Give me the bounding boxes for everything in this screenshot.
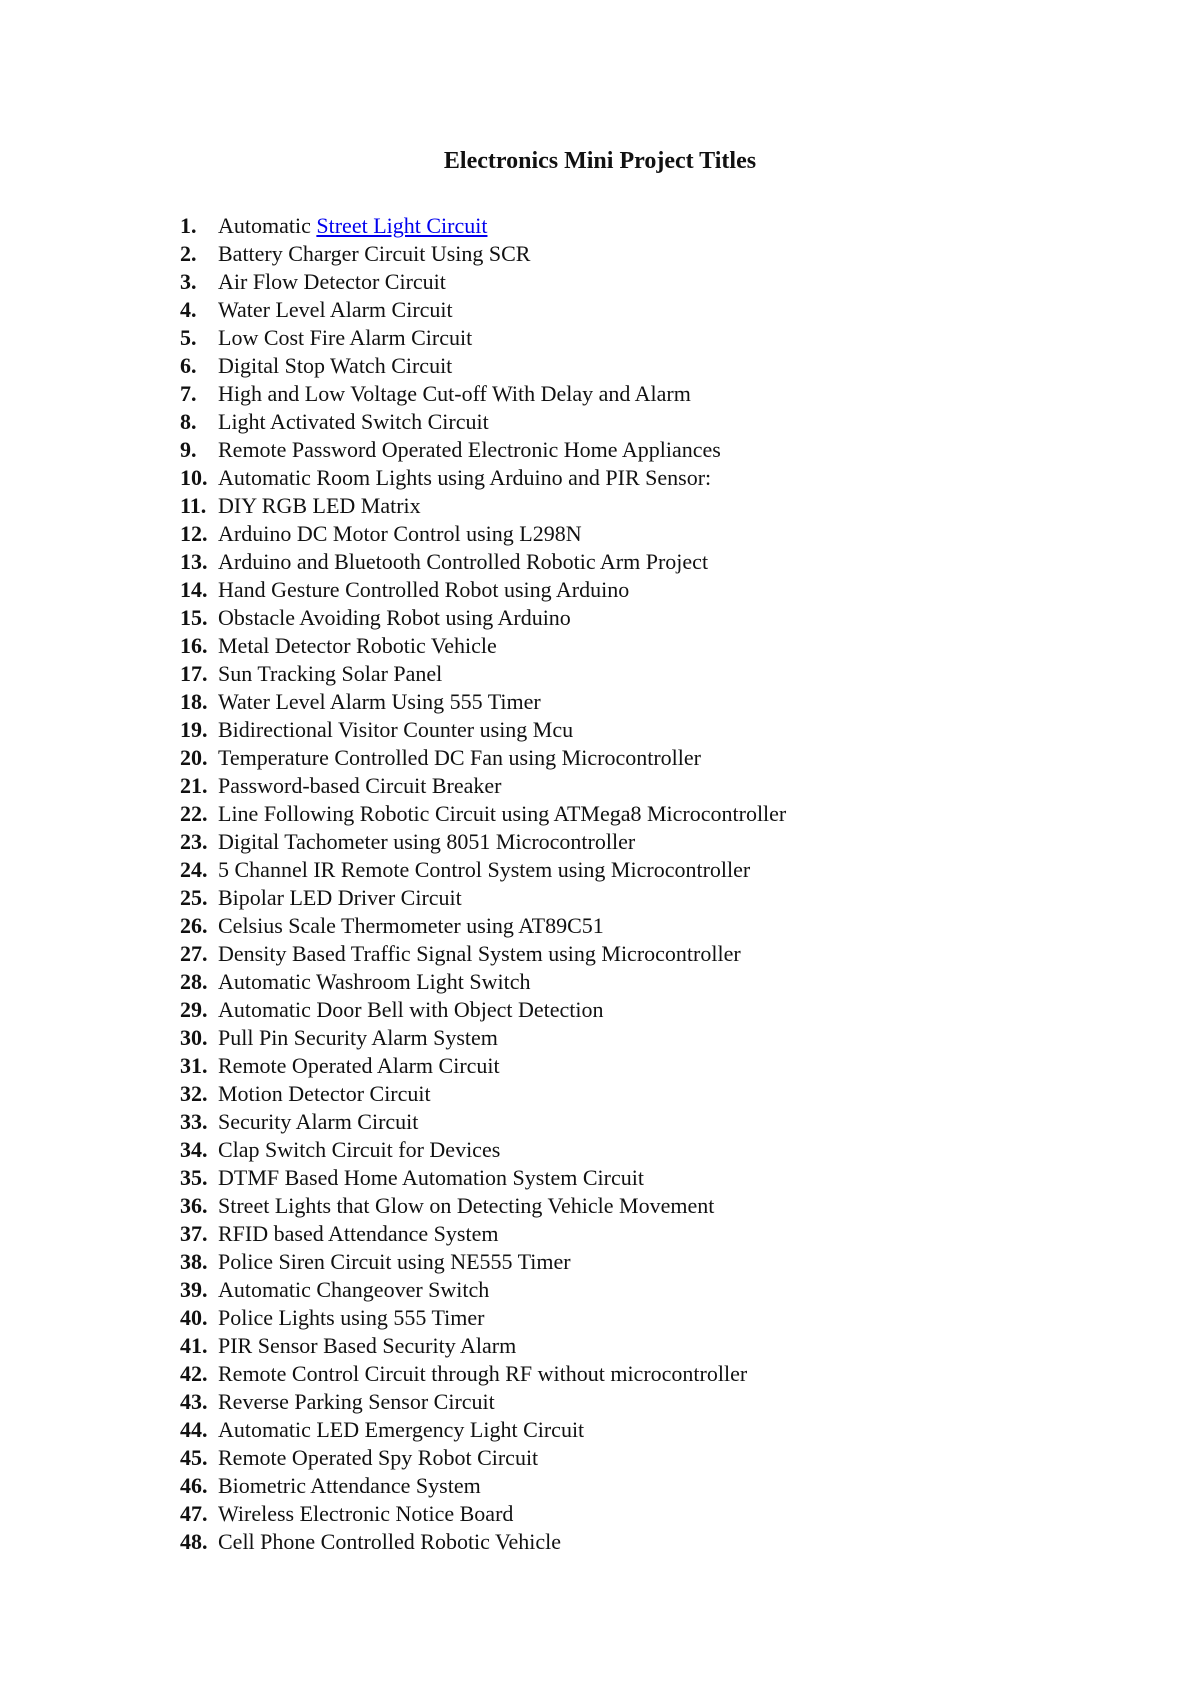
item-text: Biometric Attendance System: [218, 1473, 481, 1498]
item-number: 40.: [180, 1305, 208, 1330]
item-text: 5 Channel IR Remote Control System using Microcontroller: [218, 857, 751, 882]
item-number: 23.: [180, 829, 208, 854]
item-text: Battery Charger Circuit Using SCR: [218, 241, 531, 266]
item-number: 11.: [180, 493, 207, 518]
item-number: 30.: [180, 1025, 208, 1050]
item-number: 9.: [180, 437, 197, 462]
item-text: Password-based Circuit Breaker: [218, 773, 502, 798]
list-item: [180, 996, 786, 1024]
item-text: Sun Tracking Solar Panel: [218, 661, 443, 686]
item-number: 25.: [180, 885, 208, 910]
item-number: 15.: [180, 605, 208, 630]
item-number: 7.: [180, 381, 197, 406]
item-text: [218, 212, 487, 240]
list-item: [180, 884, 786, 912]
item-number: 32.: [180, 1081, 208, 1106]
list-item: [180, 940, 786, 968]
list-item: [180, 744, 786, 772]
list-item: [180, 1360, 786, 1388]
list-item: [180, 1108, 786, 1136]
list-item: [180, 464, 786, 492]
list-item: [180, 324, 786, 352]
item-number: 22.: [180, 801, 208, 826]
item-text: High and Low Voltage Cut-off With Delay and Alarm: [218, 381, 691, 406]
list-item: [180, 1192, 786, 1220]
item-number: 31.: [180, 1053, 208, 1078]
list-item: [180, 800, 786, 828]
list-item: [180, 1052, 786, 1080]
list-item: [180, 1024, 786, 1052]
list-item: [180, 240, 786, 268]
item-number: 38.: [180, 1249, 208, 1274]
item-text: Digital Stop Watch Circuit: [218, 353, 453, 378]
list-item: [180, 1332, 786, 1360]
item-number: 37.: [180, 1221, 208, 1246]
list-item: [180, 1136, 786, 1164]
item-text: Hand Gesture Controlled Robot using Arduino: [218, 577, 630, 602]
item-number: 26.: [180, 913, 208, 938]
list-item: [180, 912, 786, 940]
list-item: [180, 660, 786, 688]
item-text: Celsius Scale Thermometer using AT89C51: [218, 913, 604, 938]
item-text: Low Cost Fire Alarm Circuit: [218, 325, 473, 350]
item-number: 19.: [180, 717, 208, 742]
item-number: 35.: [180, 1165, 208, 1190]
list-item: [180, 1416, 786, 1444]
list-item: [180, 492, 786, 520]
item-number: 1.: [180, 213, 197, 238]
item-number: 27.: [180, 941, 208, 966]
item-number: 8.: [180, 409, 197, 434]
item-text: Police Lights using 555 Timer: [218, 1305, 485, 1330]
item-number: 6.: [180, 353, 197, 378]
list-item: [180, 1388, 786, 1416]
item-text: Automatic Changeover Switch: [218, 1277, 490, 1302]
item-number: 20.: [180, 745, 208, 770]
item-text: Security Alarm Circuit: [218, 1109, 419, 1134]
project-list: [180, 212, 786, 1556]
page-title: Electronics Mini Project Titles: [443, 148, 757, 174]
item-text: Metal Detector Robotic Vehicle: [218, 633, 497, 658]
item-text: Obstacle Avoiding Robot using Arduino: [218, 605, 571, 630]
item-text: Street Lights that Glow on Detecting Vehicle Movement: [218, 1193, 715, 1218]
item-number: 42.: [180, 1361, 208, 1386]
item-text: Remote Operated Alarm Circuit: [218, 1053, 500, 1078]
item-number: 3.: [180, 269, 197, 294]
item-text: Clap Switch Circuit for Devices: [218, 1137, 501, 1162]
list-item: [180, 268, 786, 296]
list-item: [180, 1080, 786, 1108]
item-text: Air Flow Detector Circuit: [218, 269, 446, 294]
item-number: 43.: [180, 1389, 208, 1414]
item-text: Automatic LED Emergency Light Circuit: [218, 1417, 585, 1442]
list-item: [180, 212, 786, 240]
item-text: RFID based Attendance System: [218, 1221, 499, 1246]
item-text: Wireless Electronic Notice Board: [218, 1501, 514, 1526]
item-text: Pull Pin Security Alarm System: [218, 1025, 498, 1050]
item-number: 16.: [180, 633, 208, 658]
item-text: PIR Sensor Based Security Alarm: [218, 1333, 517, 1358]
list-item: [180, 1220, 786, 1248]
item-number: 2.: [180, 241, 197, 266]
list-item: [180, 856, 786, 884]
item-number: 29.: [180, 997, 208, 1022]
item-number: 18.: [180, 689, 208, 714]
item-text: Light Activated Switch Circuit: [218, 409, 489, 434]
item-text: Motion Detector Circuit: [218, 1081, 431, 1106]
item-number: 13.: [180, 549, 208, 574]
item-text: Density Based Traffic Signal System using Microcontroller: [218, 941, 741, 966]
item-number: 34.: [180, 1137, 208, 1162]
list-item: [180, 296, 786, 324]
item-number: 46.: [180, 1473, 208, 1498]
list-item: [180, 520, 786, 548]
item-number: 33.: [180, 1109, 208, 1134]
list-item: [180, 604, 786, 632]
item-number: 17.: [180, 661, 208, 686]
item-number: 12.: [180, 521, 208, 546]
list-item: [180, 1472, 786, 1500]
item-text: Automatic Room Lights using Arduino and PIR Sensor:: [218, 465, 712, 490]
item-number: 14.: [180, 577, 208, 602]
list-item: [180, 352, 786, 380]
list-item: [180, 716, 786, 744]
item-number: 24.: [180, 857, 208, 882]
list-item: [180, 576, 786, 604]
list-item: [180, 828, 786, 856]
street-light-circuit-link[interactable]: Street Light Circuit: [316, 213, 488, 238]
list-item: [180, 1304, 786, 1332]
item-text: Reverse Parking Sensor Circuit: [218, 1389, 495, 1414]
item-text: Remote Password Operated Electronic Home Appliances: [218, 437, 721, 462]
item-text: DTMF Based Home Automation System Circuit: [218, 1165, 644, 1190]
item-text: Remote Operated Spy Robot Circuit: [218, 1445, 539, 1470]
list-item: [180, 1248, 786, 1276]
item-number: 36.: [180, 1193, 208, 1218]
item-text: Police Siren Circuit using NE555 Timer: [218, 1249, 571, 1274]
list-item: [180, 632, 786, 660]
item-text: Line Following Robotic Circuit using ATMega8 Microcontroller: [218, 801, 787, 826]
item-text-prefix: Automatic: [218, 213, 317, 238]
list-item: [180, 380, 786, 408]
item-number: 47.: [180, 1501, 208, 1526]
list-item: [180, 688, 786, 716]
item-text: DIY RGB LED Matrix: [218, 493, 421, 518]
item-number: 41.: [180, 1333, 208, 1358]
item-text: Water Level Alarm Using 555 Timer: [218, 689, 541, 714]
list-item: [180, 968, 786, 996]
item-number: 10.: [180, 465, 208, 490]
item-text: Automatic Washroom Light Switch: [218, 969, 531, 994]
list-item: [180, 436, 786, 464]
list-item: [180, 1164, 786, 1192]
item-number: 28.: [180, 969, 208, 994]
item-number: 4.: [180, 297, 197, 322]
item-number: 39.: [180, 1277, 208, 1302]
item-text: Temperature Controlled DC Fan using Microcontroller: [218, 745, 701, 770]
list-item: [180, 1528, 786, 1556]
list-item: [180, 1500, 786, 1528]
item-text: Automatic Door Bell with Object Detection: [218, 997, 604, 1022]
item-number: 5.: [180, 325, 197, 350]
item-number: 44.: [180, 1417, 208, 1442]
item-text: Remote Control Circuit through RF without microcontroller: [218, 1361, 748, 1386]
item-text: Arduino and Bluetooth Controlled Robotic Arm Project: [218, 549, 709, 574]
item-number: 21.: [180, 773, 208, 798]
list-item: [180, 548, 786, 576]
list-item: [180, 1444, 786, 1472]
item-number: 48.: [180, 1529, 208, 1554]
item-text: Bidirectional Visitor Counter using Mcu: [218, 717, 574, 742]
list-item: [180, 1276, 786, 1304]
item-text: Digital Tachometer using 8051 Microcontroller: [218, 829, 636, 854]
item-text: Cell Phone Controlled Robotic Vehicle: [218, 1529, 561, 1554]
list-item: [180, 408, 786, 436]
item-text: Water Level Alarm Circuit: [218, 297, 453, 322]
item-text: Bipolar LED Driver Circuit: [218, 885, 462, 910]
list-item: [180, 772, 786, 800]
item-number: 45.: [180, 1445, 208, 1470]
item-text: Arduino DC Motor Control using L298N: [218, 521, 582, 546]
